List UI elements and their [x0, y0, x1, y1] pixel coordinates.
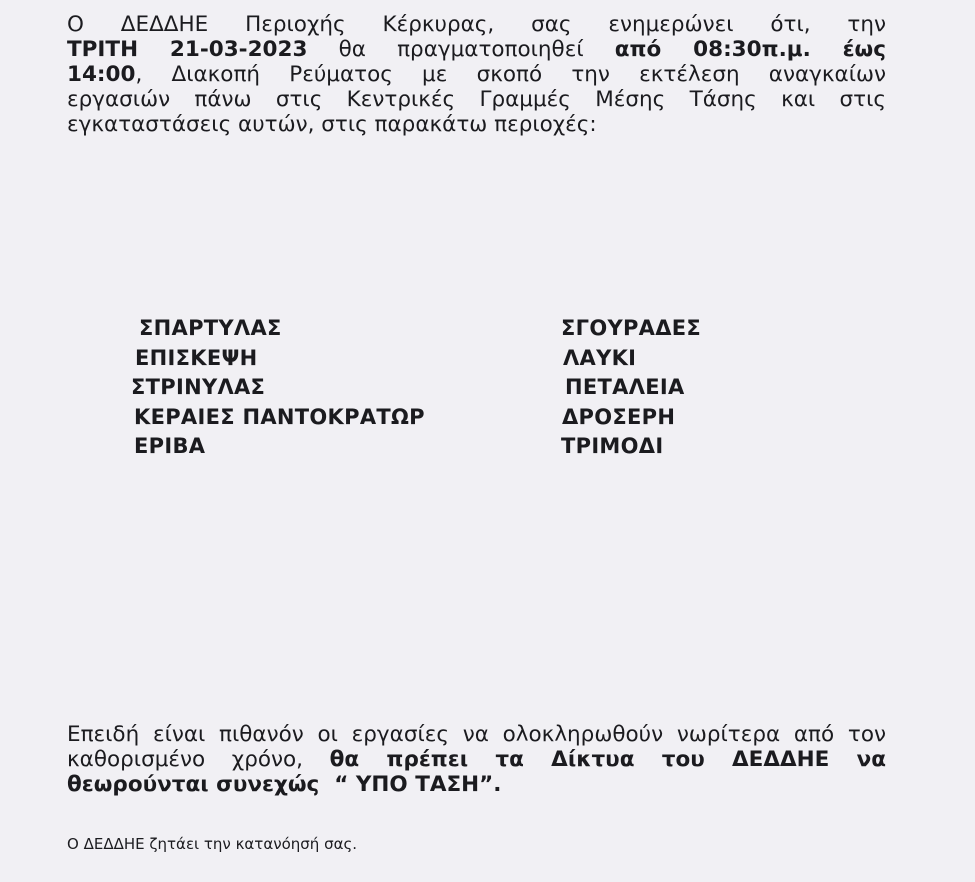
- outro-line-3: θεωρούνται συνεχώς “ ΥΠΟ ΤΑΣΗ”.: [67, 772, 502, 797]
- area-item: ΣΓΟΥΡΑΔΕΣ: [561, 316, 702, 340]
- area-item: ΕΠΙΣΚΕΨΗ: [135, 345, 258, 370]
- intro-line-3-rest: , Διακοπή Ρεύματος με σκοπό την εκτέλεση αναγκαίων: [135, 62, 886, 87]
- areas-right-column: [561, 314, 701, 462]
- intro-paragraph: [67, 12, 886, 137]
- outage-date: ΤΡΙΤΗ 21-03-2023: [67, 37, 308, 62]
- outro-line-2: [67, 747, 886, 772]
- intro-line-2: [67, 37, 886, 62]
- area-item: ΣΤΡΙΝΥΛΑΣ: [131, 375, 266, 399]
- outro-line-2-start: καθορισμένο χρόνο,: [67, 747, 330, 772]
- intro-line-2-mid: θα πραγματοποιηθεί: [307, 37, 615, 62]
- area-item: ΣΠΑΡΤΥΛΑΣ: [139, 316, 282, 340]
- footer-note: Ο ΔΕΔΔΗΕ ζητάει την κατανόησή σας.: [67, 835, 358, 853]
- outro-line-2-bold: θα πρέπει τα Δίκτυα του ΔΕΔΔΗΕ να: [329, 747, 886, 772]
- intro-line-1: Ο ΔΕΔΔΗΕ Περιοχής Κέρκυρας, σας ενημερώνει ότι, την: [67, 12, 886, 37]
- area-item: ΠΕΤΑΛΕΙΑ: [565, 375, 685, 399]
- area-item: ΔΡΟΣΕΡΗ: [562, 404, 676, 429]
- area-item: ΤΡΙΜΟΔΙ: [561, 434, 664, 458]
- intro-line-5: εγκαταστάσεις αυτών, στις παρακάτω περιοχές:: [67, 112, 597, 137]
- outro-line-1: Επειδή είναι πιθανόν οι εργασίες να ολοκληρωθούν νωρίτερα από τον: [67, 722, 886, 747]
- intro-line-4: εργασιών πάνω στις Κεντρικές Γραμμές Μέσης Τάσης και στις: [67, 87, 886, 112]
- area-item: ΚΕΡΑΙΕΣ ΠΑΝΤΟΚΡΑΤΩΡ: [134, 404, 425, 429]
- outage-time-from: από 08:30π.μ. έως: [614, 37, 886, 62]
- area-item: ΕΡΙΒΑ: [134, 434, 206, 458]
- area-item: ΛΑΥΚΙ: [563, 345, 637, 370]
- intro-line-3: [67, 62, 886, 87]
- outage-time-to: 14:00: [67, 62, 136, 87]
- areas-left-column: [131, 314, 425, 462]
- outro-paragraph: [67, 722, 886, 797]
